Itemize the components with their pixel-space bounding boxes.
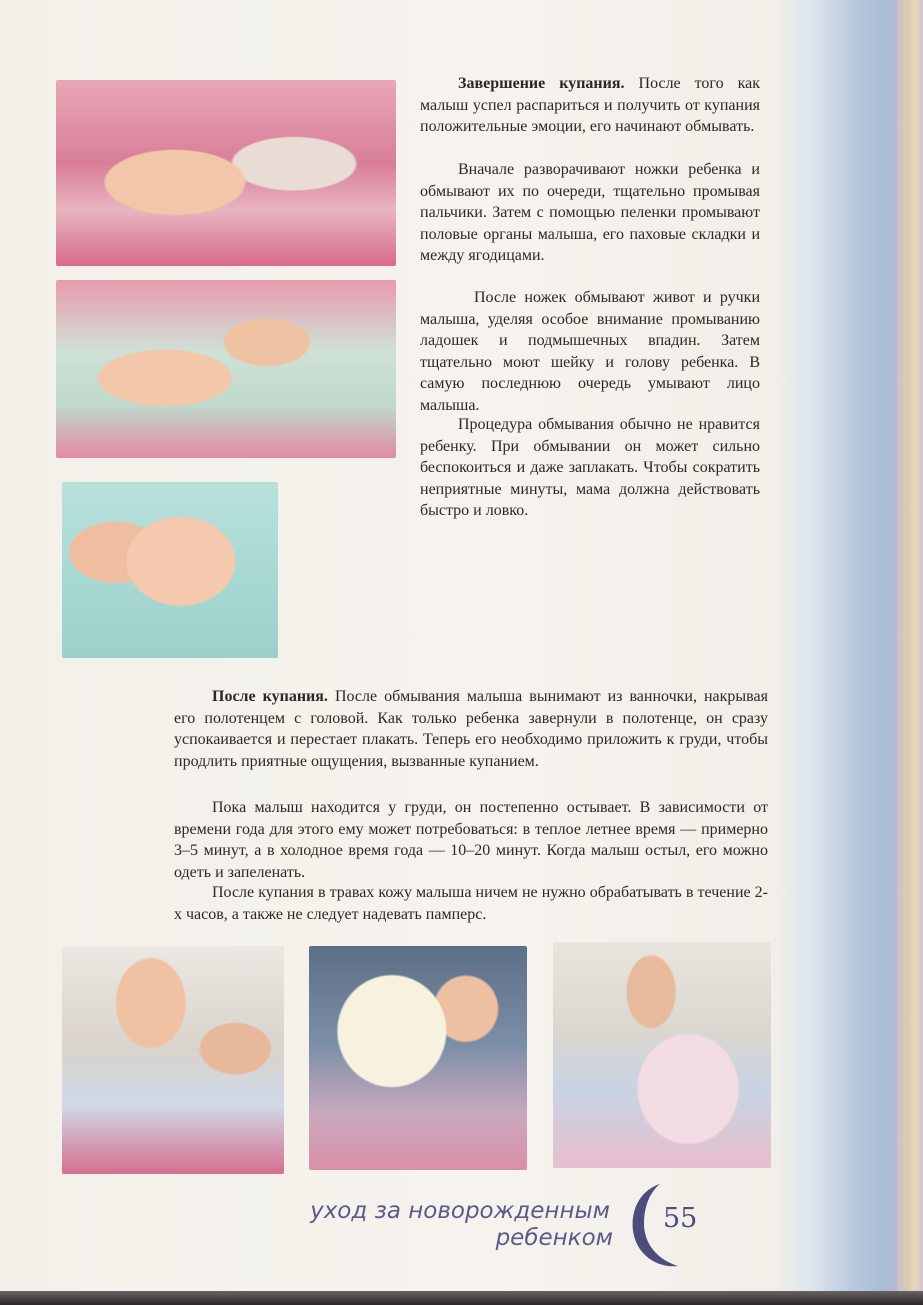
page-number: 55 bbox=[663, 1203, 698, 1234]
paragraph-bath-finish: Завершение купания. После того как малыш успел распариться и получить от купания положительные эмоции, его начинают обмывать. bbox=[420, 75, 760, 136]
photo-washing-legs bbox=[56, 80, 396, 266]
paragraph-legs: Вначале разворачивают ножки ребенка и обмывают их по очереди, тщательно промывая пальчики. Затем с помощью пеленки промывают половые органы малыша, его паховые складки и между ягодицами. bbox=[420, 161, 760, 265]
photo-breastfeeding bbox=[553, 942, 771, 1168]
footer-section-title-line1: уход за новорожденным bbox=[310, 1198, 610, 1224]
heading-bath-finish: Завершение купания. bbox=[458, 75, 625, 92]
photo-towel-wrap bbox=[309, 946, 527, 1170]
paragraph-after-bath: После купания. После обмывания малыша вынимают из ванночки, накрывая его полотенцем с головой. Как только ребенка завернули в полотенце, он сразу успокаивается и перестает плакать. Теперь его необходимо приложить к груди, чтобы продлить приятные ощущения, вызванные купанием. bbox=[174, 688, 768, 770]
page-edge-strip bbox=[897, 0, 923, 1305]
paragraph-herbs: После купания в травах кожу малыша ничем не нужно обрабатывать в течение 2-х часов, а также не следует надевать памперс. bbox=[174, 884, 768, 923]
paragraph-belly-hands: После ножек обмывают живот и ручки малыша, уделяя особое внимание промыванию ладошек и подмышечных впадин. Затем тщательно моют шейку и голову ребенка. В самую последнюю очередь умывают лицо малыша. bbox=[420, 289, 760, 414]
paragraph-cooling: Пока малыш находится у груди, он постепенно остывает. В зависимости от времени года для этого ему может потребоваться: в теплое летнее время — примерно 3–5 минут, а в холодное время года — 10–20 минут. Когда малыш остыл, его можно одеть и запеленать. bbox=[174, 799, 768, 881]
bottom-shadow bbox=[0, 1291, 923, 1305]
photo-washing-face bbox=[62, 482, 278, 658]
heading-after-bath: После купания. bbox=[212, 688, 328, 705]
paragraph-procedure: Процедура обмывания обычно не нравится ребенку. При обмывании он может сильно беспокоиться и даже заплакать. Чтобы сократить неприятные минуты, мама должна действовать быстро и ловко. bbox=[420, 416, 760, 520]
photo-lifting-baby bbox=[62, 946, 284, 1174]
photo-washing-hands bbox=[56, 280, 396, 458]
footer-section-title-line2: ребенком bbox=[495, 1225, 613, 1251]
